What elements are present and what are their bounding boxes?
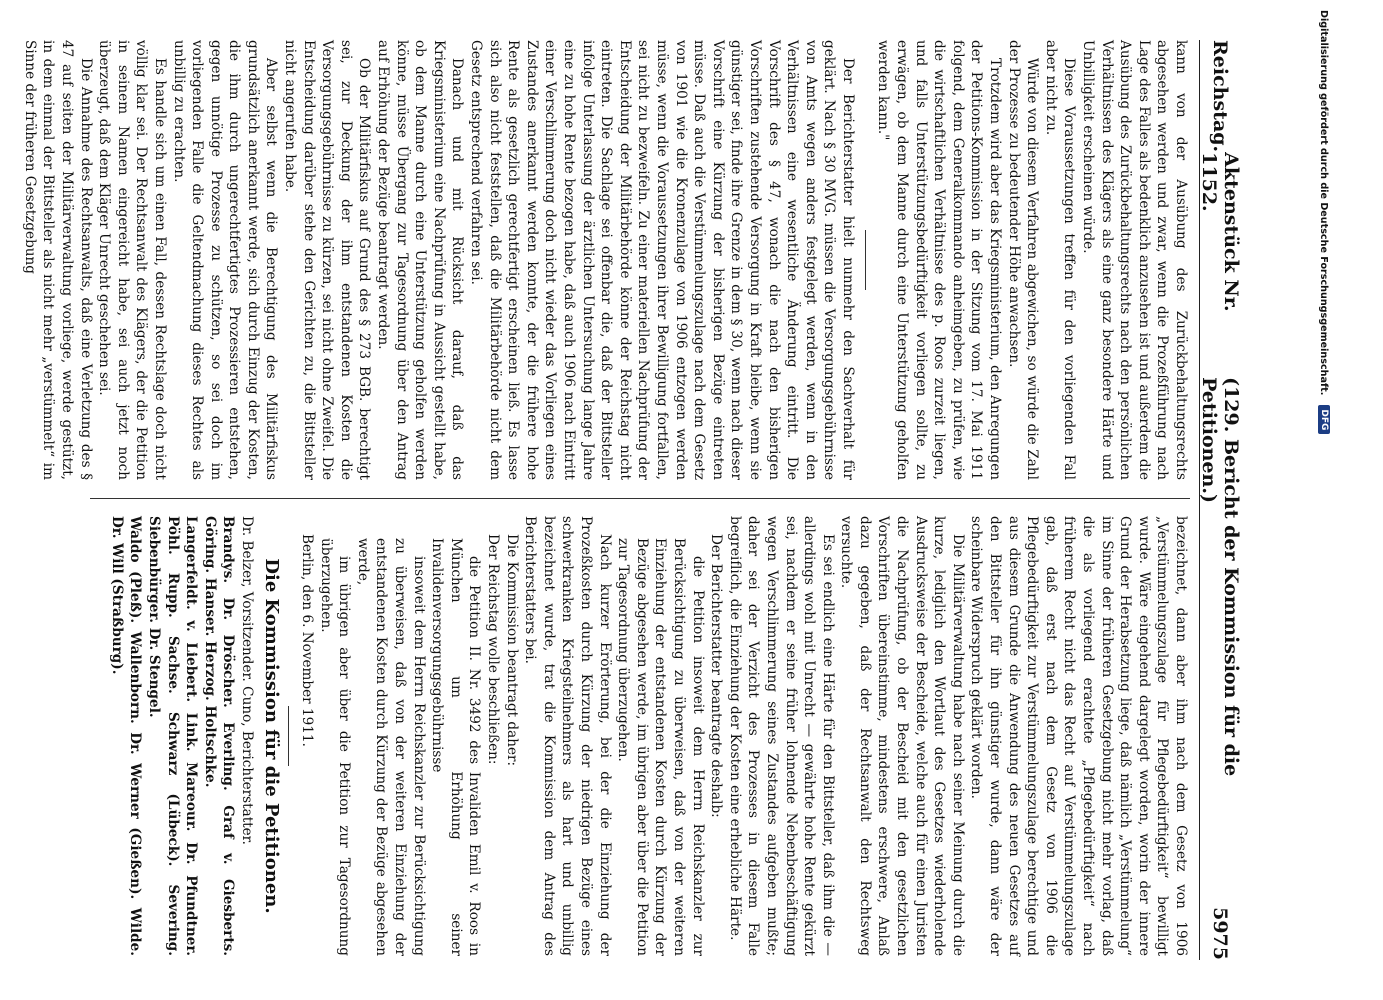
paragraph: Würde von diesem Verfahren abgewichen, so würde die Zahl der Prozesse zu bedeutender Höhe anwachsen. [1005,40,1041,480]
divider [865,230,866,290]
paragraph: Der Berichterstatter beantragte deshalb: [708,534,725,818]
paragraph: Danach und mit Rücksicht darauf, daß das Kriegsministerium eine Nachprüfung in Aussicht gestellt habe, ob dem Manne durch eine Unterstützung geholfen werden könne, müsse Übergang zur Tagesordnung über den Antrag auf Erhöhung der Bezüge beantragt werden. [375,40,466,480]
motion: insoweit dem Herrn Reichskanzler zur Berücksichtigung zu überweisen, daß von der weiteren Einziehung der entstandenen Kosten durch Kürzung der Bezüge abgesehen werde, [354,538,427,956]
signature-line: Waldo (Pleß). Wallenborn. Dr. Werner (Gießen). Wilde. Dr. Will (Straßburg). [108,516,144,956]
signature-line: Dr. Belzer, Vorsitzender. Cuno, Berichterstatter. [238,516,255,846]
paragraph: kann von der Ausübung des Zurückbehaltungsrechts abgesehen werden und zwar, wenn die Prozeßführung nach Lage des Falles als bedenklich anzusehen ist und außerdem die Ausübung des Zurückbehaltungsrechts nach den persönlichen Verhältnissen des Klägers als eine ganz besondere Härte und Unbilligkeit erscheinen würde. [1080,40,1189,480]
column-divider [90,498,1190,499]
date-line: Berlin, den 6. November 1911. [299,534,316,747]
header-left: Reichstag. [1209,40,1231,153]
rotated-page [21,40,1242,960]
paragraph: Der Reichstag wolle beschließen: [485,534,502,765]
paragraph: Die Annahme des Rechtsanwalts, daß eine Verletzung des § 47 auf seiten der Militärverwaltung vorliege, werde gestützt, in dem einmal der Bittsteller als nicht mehr „verstümmelt“ im Sinne der früheren Gesetzgebung [21,40,94,480]
right-column [90,516,1190,956]
paragraph: Der Berichterstatter hielt nunmehr den Sachverhalt für geklärt. Nach § 30 MVG. müssen die Versorgungsgebührnisse von Amts wegen anders festgelegt werden, wenn in den Verhältnissen eine wesentliche Änderung eintritt. Die Vorschrift des § 47, wonach die nach den bisherigen Vorschriften zustehende Versorgung in Kraft bleibe, wenn sie günstiger sei, finde ihre Grenze in dem § 30, wenn nach dieser Vorschrift eine Kürzung der bisherigen Bezüge eintreten müsse. Daß auch die Verstümmelungszulage nach dem Gesetz von 1901 wie die Kronenzulage von 1906 entzogen werden müsse, wenn die Voraussetzungen ihrer Bewilligung fortfallen, sei nicht zu bezweifeln. Zu einer materiellen Nachprüfung der Entscheidung der Militärbehörde könne der Reichstag nicht eintreten. Die Sachlage sei offenbar die, daß der Bittsteller infolge Unterlassung der ärztlichen Untersuchung lange Jahre eine zu hohe Rente bezogen habe, daß auch 1906 nach Eintritt einer Verschlimmerung doch nicht wieder das Vorliegen eines Zustandes anerkannt werden konnte, der die frühere hohe Rente als gesetzlich gerechtfertigt erscheinen ließ. Es lasse sich also nicht feststellen, daß die Militärbehörde nicht dem Gesetz entsprechend verfahren sei. [468,40,856,480]
paragraph: Diese Voraussetzungen treffen für den vorliegenden Fall aber nicht zu. [1042,40,1078,480]
paragraph: Aber selbst wenn die Berechtigung des Militärfiskus grundsätzlich anerkannt werde, sich durch Einzug der Kosten, die ihm durch ungerechtfertigtes Prozessieren entstehen, gegen unnötige Prozesse zu schützen, so sei doch im vorliegenden Falle die Geltendmachung dieses Rechtes als unbillig zu erachten. [170,40,280,480]
page-number: 5975 [1209,907,1231,960]
motion: die Petition II. Nr. 3492 des Invaliden Emil v. Roos in München um Erhöhung seiner Invalidenversorgungsgebührnisse [429,538,483,956]
signature-line: Langerfeldt. v. Liebert. Link. Mareour. Dr. Pfundtner. Pöhl. Rupp. Sachse. Schwarz (Lübeck). Severing. Siebenbürger. Dr. Stengel. [145,516,200,956]
paragraph: Trotzdem wird aber das Kriegsministerium, den Anregungen der Petitions-Kommission in der Sitzung vom 17. Mai 1911 folgend, dem Generalkommando anheimgeben, zu prüfen, wie die wirtschaftlichen Verhältnisse des p. Roos zurzeit liegen, und falls Unterstützungsbedürftigkeit vorliegen sollte, zu erwägen, ob dem Manne durch eine Unterstützung geholfen werden kann." [875,40,1004,480]
side-note-text: Digitalisierung gefördert durch die Deutsche Forschungsgemeinschaft. [1318,10,1330,396]
motion: im übrigen aber über die Petition zur Tagesordnung überzugehen. [317,538,353,956]
page-header [1199,40,1240,960]
header-center-2: (129. Bericht der Kommission für die Petitionen.) [1198,377,1242,777]
paragraph: Die Kommission beantragt daher: [503,534,520,767]
dfg-logo: DFG [1318,405,1330,434]
header-center: Aktenstück Nr. 1152. [1198,152,1242,312]
paragraph: Die Militärverwaltung habe nach seiner Meinung durch die kurze, lediglich den Wortlaut des Gesetzes wiederholende Ausdrucksweise der Bescheide, welche auch für einen Juristen die Nachprüfung, ob der Bescheid mit den gesetzlichen Vorschriften übereinstimme, mindestens erschwere, Anlaß dazu gegeben, daß der Rechtsanwalt den Rechtsweg versuchte. [838,516,966,956]
commission-title: Die Kommission für die Petitionen. [261,558,283,914]
paragraph: Es sei endlich eine Härte für den Bittsteller, daß ihm die — allerdings wohl mit Unrecht — gewährte hohe Rente gekürzt sei, nachdem er seine früher lohnende Nebenbeschäftigung wegen Verschlimmerung seines Zustandes aufgeben mußte; daher sei der Verzicht des Prozesses in diesem Falle begreiflich, die Einziehung der Kosten eine erhebliche Härte. [726,516,836,956]
motion: die Petition insoweit dem Herrn Reichskanzler zur Berücksichtigung zu überweisen, daß von der weiteren Einziehung der entstandenen Kosten durch Kürzung der Bezüge abgesehen werde, im übrigen aber über die Petition zur Tagesordnung überzugehen. [615,538,706,956]
left-column [21,40,1190,480]
paragraph: bezeichnet, dann aber ihm nach dem Gesetz von 1906 „Verstümmelungszulage für Pflegebedürftigkeit“ bewilligt wurde. Wäre eingehend dargelegt worden, worin der innere Grund der Herabsetzung liege, daß nämlich „Verstümmelung“ im Sinne der früheren Gesetzgebung nicht mehr vorlag, daß die als vorliegend erachtete „Pflegebedürftigkeit“ nach früherem Recht nicht das Recht auf Verstümmelungszulage gab, daß erst nach dem Gesetz von 1906 die Pflegebedürftigkeit zur Verstümmelungszulage berechtige und aus diesem Grunde die Anwendung des neuen Gesetzes auf den Bittsteller für ihn günstiger wurde, dann wäre der scheinbare Widerspruch geklärt worden. [968,516,1189,956]
signature-line: Brandys. Dr. Dröscher. Everling. Graf v. Giesberts. Göring. Hanser. Herzog. Holtschke. [201,516,237,956]
paragraph: Ob der Militärfiskus auf Grund des § 273 BGB. berechtigt sei, zur Deckung der ihm entstandenen Kosten die Versorgungsgebührnisse zu kürzen, sei nicht ohne Zweifel. Die Entscheidung darüber stehe den Gerichten zu, die Bittsteller nicht angerufen habe. [282,40,373,480]
paragraph: Nach kurzer Erörterung, bei der die Einziehung der Prozeßkosten durch Kürzung der niedrigen Bezüge eines schwerkranken Kriegsteilnehmers als hart und unbillig bezeichnet wurde, trat die Kommission dem Antrag des Berichterstatters bei. [522,516,613,956]
paragraph: Es handle sich um einen Fall, dessen Rechtslage doch nicht völlig klar sei. Der Rechtsanwalt des Klägers, der die Petition in seinem Namen eingereicht habe, sei auch jetzt noch überzeugt, daß dem Kläger Unrecht geschehen sei. [96,40,168,480]
divider [289,706,290,766]
side-note [1312,10,1336,990]
